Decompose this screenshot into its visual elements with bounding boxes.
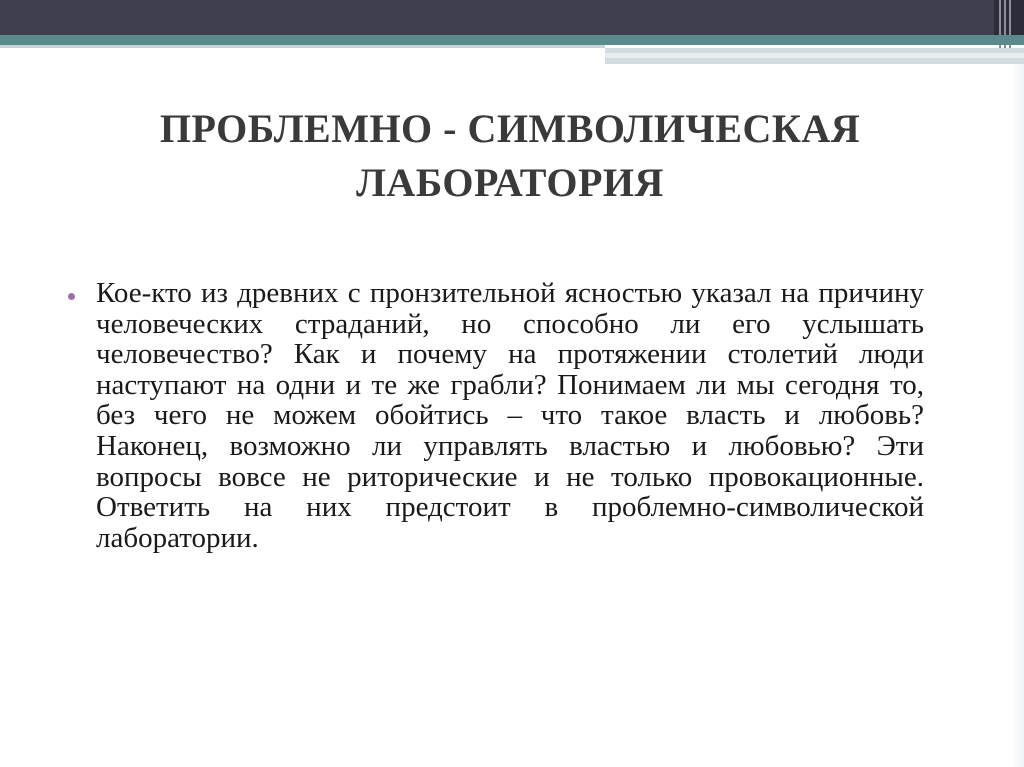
slide-title [60, 102, 960, 210]
bullet-text: Кое-кто из древних с пронзительной ясностью указал на причину человеческих страданий, но способно ли его услышать человечество? Как и почему на протяжении столетий люди наступают на одни и те же грабли? Понимаем ли мы сегодня то, без чего не можем обойтись – что такое власть и любовь? Наконец, возможно ли управлять властью и любовью? Эти вопросы вовсе не риторические и не только провокационные. Ответить на них предстоит в проблемно-символической лаборатории. [96, 277, 924, 554]
header-band-light [0, 45, 605, 48]
slide-title-line2: ЛАБОРАТОРИЯ [356, 160, 664, 205]
bullet-dot-icon [68, 293, 75, 300]
slide-body [62, 278, 924, 553]
bullet-item [62, 278, 924, 553]
slide-title-line1: ПРОБЛЕМНО - СИМВОЛИЧЕСКАЯ [159, 106, 861, 151]
slide-edge-shadow [1012, 64, 1024, 767]
header-band-teal [0, 35, 1024, 45]
header-band-light-right-inner [605, 53, 1024, 58]
header-band-dark [0, 0, 1024, 35]
